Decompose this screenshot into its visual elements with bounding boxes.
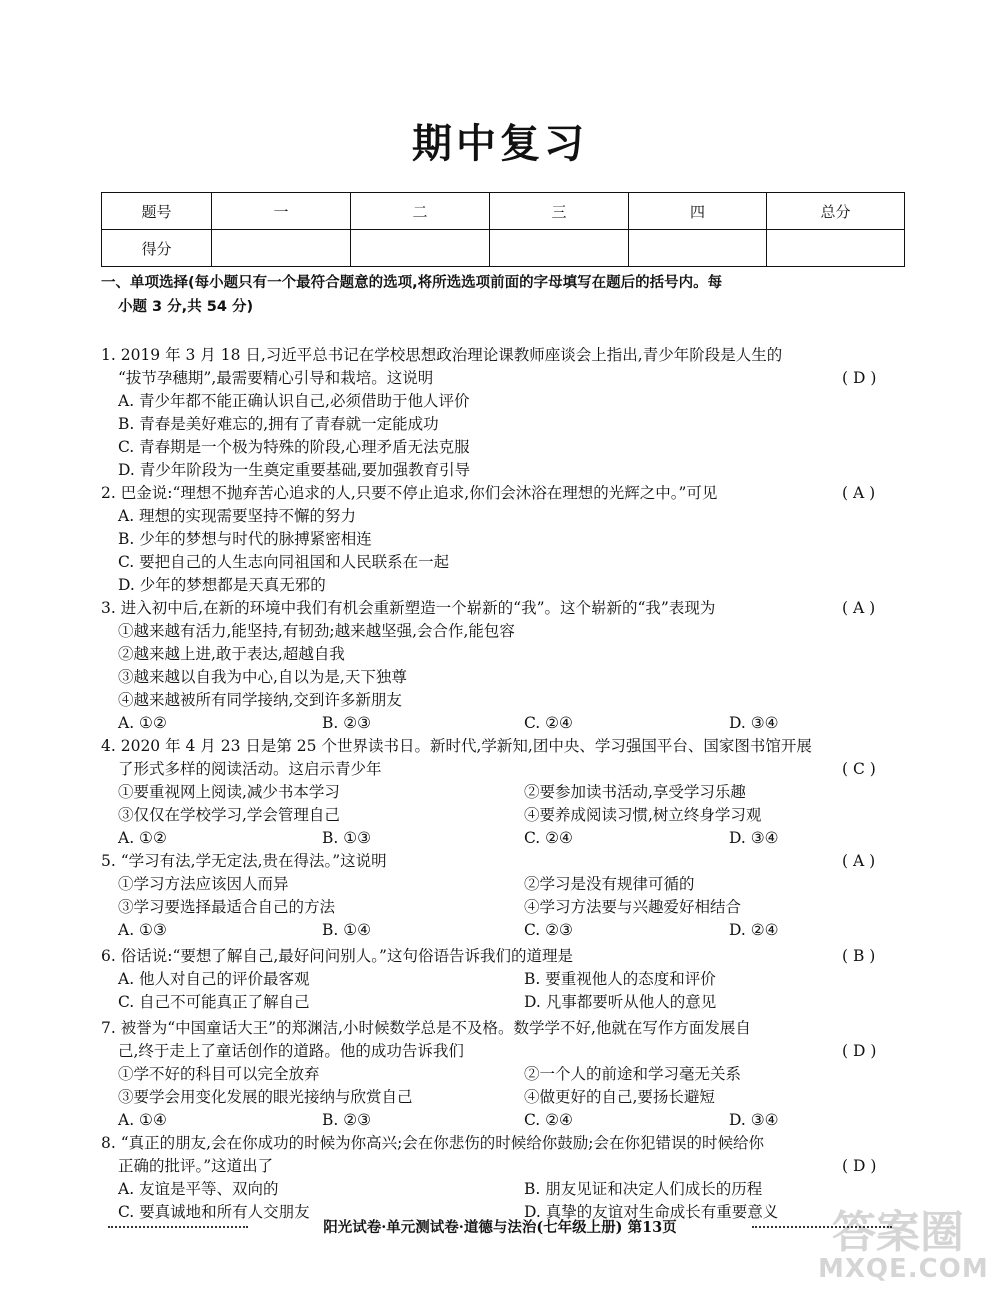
question-7-statement-3: ③要学会用变化发展的眼光接纳与欣赏自己 — [118, 1088, 413, 1106]
question-2-option-a: A. 理想的实现需要坚持不懈的努力 — [118, 507, 357, 525]
question-7-stem: 7. 被誉为“中国童话大王”的郑渊洁,小时候数学总是不及格。数学学不好,他就在写作方面发展自 — [101, 1019, 751, 1037]
question-6-option-b: B. 要重视他人的态度和评价 — [524, 970, 716, 988]
question-2-option-b: B. 少年的梦想与时代的脉搏紧密相连 — [118, 530, 372, 548]
question-8-stem-cont: 正确的批评。”这道出了 — [118, 1157, 274, 1175]
score-header-cell: 四 — [629, 193, 767, 230]
question-5-option-c: C. ②③ — [524, 921, 573, 939]
question-4-stem-cont: 了形式多样的阅读活动。这启示青少年 — [118, 760, 382, 778]
score-table-header-row — [102, 193, 905, 230]
question-8-option-b: B. 朋友见证和决定人们成长的历程 — [524, 1180, 763, 1198]
question-4-stem: 4. 2020 年 4 月 23 日是第 25 个世界读书日。新时代,学新知,团中央、学习强国平台、国家图书馆开展 — [101, 737, 812, 755]
question-8-stem: 8. “真正的朋友,会在你成功的时候为你高兴;会在你悲伤的时候给你鼓励;会在你犯错误的时候给你 — [101, 1134, 765, 1152]
score-table-score-row — [102, 230, 905, 267]
question-7-statement-1: ①学不好的科目可以完全放弃 — [118, 1065, 320, 1083]
question-7-statement-4: ④做更好的自己,要扬长避短 — [524, 1088, 715, 1106]
question-8-option-a: A. 友谊是平等、双向的 — [118, 1180, 279, 1198]
question-5-answer: ( A ) — [842, 852, 876, 870]
question-3-answer: ( A ) — [842, 599, 876, 617]
watermark-logo-text: 答案圈 — [832, 1207, 964, 1258]
question-1-option-c: C. 青春期是一个极为特殊的阶段,心理矛盾无法克服 — [118, 438, 470, 456]
score-input-cell — [212, 230, 351, 267]
score-label-cell: 得分 — [102, 230, 212, 267]
score-input-cell — [767, 230, 905, 267]
question-3-option-b: B. ②③ — [322, 714, 372, 732]
question-7-option-c: C. ②④ — [524, 1111, 573, 1129]
section-heading: 一、单项选择(每小题只有一个最符合题意的选项,将所选选项前面的字母填写在题后的括号内。每 — [101, 275, 723, 291]
question-7-statement-2: ②一个人的前途和学习毫无关系 — [524, 1065, 742, 1083]
question-3-option-c: C. ②④ — [524, 714, 573, 732]
question-6-option-a: A. 他人对自己的评价最客观 — [118, 970, 310, 988]
question-1-option-b: B. 青春是美好难忘的,拥有了青春就一定能成功 — [118, 415, 439, 433]
question-2-answer: ( A ) — [842, 484, 876, 502]
question-4-option-d: D. ③④ — [729, 829, 779, 847]
question-4-statement-4: ④要养成阅读习惯,树立终身学习观 — [524, 806, 762, 824]
question-1-option-d: D. 青少年阶段为一生奠定重要基础,要加强教育引导 — [118, 461, 471, 479]
question-1-stem-cont: “拔节孕穗期”,最需要精心引导和栽培。这说明 — [118, 369, 434, 387]
question-2-option-d: D. 少年的梦想都是天真无邪的 — [118, 576, 326, 594]
question-1-answer: ( D ) — [842, 369, 877, 387]
score-header-cell: 题号 — [102, 193, 212, 230]
watermark-url: MXQE.COM — [818, 1254, 989, 1284]
score-header-cell: 一 — [212, 193, 351, 230]
score-input-cell — [351, 230, 490, 267]
question-6-option-d: D. 凡事都要听从他人的意见 — [524, 993, 717, 1011]
question-5-statement-3: ③学习要选择最适合自己的方法 — [118, 898, 336, 916]
page-title: 期中复习 — [412, 121, 588, 167]
question-2-stem: 2. 巴金说:“理想不抛弃苦心追求的人,只要不停止追求,你们会沐浴在理想的光辉之中。”可见 — [101, 484, 718, 502]
site-watermark — [818, 1196, 988, 1296]
question-5-option-a: A. ①③ — [118, 921, 167, 939]
question-5-option-d: D. ②④ — [729, 921, 779, 939]
question-3-statement-2: ②越来越上进,敢于表达,超越自我 — [118, 645, 345, 663]
question-1-stem: 1. 2019 年 3 月 18 日,习近平总书记在学校思想政治理论课教师座谈会上指出,青少年阶段是人生的 — [101, 346, 783, 364]
question-6-answer: ( B ) — [842, 947, 876, 965]
question-4-statement-2: ②要参加读书活动,享受学习乐趣 — [524, 783, 746, 801]
question-6-option-c: C. 自己不可能真正了解自己 — [118, 993, 310, 1011]
question-3-statement-4: ④越来越被所有同学接纳,交到许多新朋友 — [118, 691, 402, 709]
question-7-stem-cont: 己,终于走上了童话创作的道路。他的成功告诉我们 — [118, 1042, 464, 1060]
question-7-option-d: D. ③④ — [729, 1111, 779, 1129]
question-3-statement-1: ①越来越有活力,能坚持,有韧劲;越来越坚强,会合作,能包容 — [118, 622, 515, 640]
question-3-stem: 3. 进入初中后,在新的环境中我们有机会重新塑造一个崭新的“我”。这个崭新的“我”表现为 — [101, 599, 716, 617]
score-input-cell — [490, 230, 629, 267]
question-6-stem: 6. 俗话说:“要想了解自己,最好问问别人。”这句俗语告诉我们的道理是 — [101, 947, 573, 965]
question-4-option-b: B. ①③ — [322, 829, 372, 847]
question-3-statement-3: ③越来越以自我为中心,自以为是,天下独尊 — [118, 668, 407, 686]
question-7-option-b: B. ②③ — [322, 1111, 372, 1129]
question-4-statement-3: ③仅仅在学校学习,学会管理自己 — [118, 806, 340, 824]
question-3-option-a: A. ①② — [118, 714, 167, 732]
question-4-statement-1: ①要重视网上阅读,减少书本学习 — [118, 783, 340, 801]
question-7-answer: ( D ) — [842, 1042, 877, 1060]
question-5-statement-1: ①学习方法应该因人而异 — [118, 875, 289, 893]
score-header-cell: 总分 — [767, 193, 905, 230]
question-8-answer: ( D ) — [842, 1157, 877, 1175]
question-7-option-a: A. ①④ — [118, 1111, 167, 1129]
page-footer: 阳光试卷·单元测试卷·道德与法治(七年级上册) 第13页 — [323, 1219, 677, 1236]
question-4-option-c: C. ②④ — [524, 829, 573, 847]
question-8-option-d: D. 真挚的友谊对生命成长有重要意义 — [524, 1203, 779, 1221]
section-heading-cont: 小题 3 分,共 54 分) — [118, 299, 254, 315]
question-2-option-c: C. 要把自己的人生志向同祖国和人民联系在一起 — [118, 553, 450, 571]
question-4-option-a: A. ①② — [118, 829, 167, 847]
question-4-answer: ( C ) — [842, 760, 876, 778]
score-input-cell — [629, 230, 767, 267]
question-5-statement-4: ④学习方法要与兴趣爱好相结合 — [524, 898, 742, 916]
question-8-option-c: C. 要真诚地和所有人交朋友 — [118, 1203, 310, 1221]
score-table — [101, 192, 905, 267]
score-header-cell: 二 — [351, 193, 490, 230]
question-5-statement-2: ②学习是没有规律可循的 — [524, 875, 695, 893]
question-3-option-d: D. ③④ — [729, 714, 779, 732]
question-5-stem: 5. “学习有法,学无定法,贵在得法。”这说明 — [101, 852, 387, 870]
question-5-option-b: B. ①④ — [322, 921, 372, 939]
score-header-cell: 三 — [490, 193, 629, 230]
question-1-option-a: A. 青少年都不能正确认识自己,必须借助于他人评价 — [118, 392, 470, 410]
